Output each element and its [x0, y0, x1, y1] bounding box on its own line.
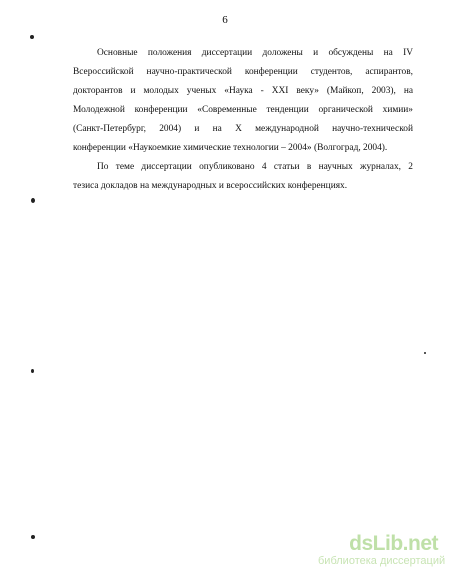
scan-speck [31, 535, 35, 539]
scan-speck [31, 198, 35, 203]
text-line: тезиса докладов на международных и всероссийских конференциях. [73, 181, 348, 191]
text-line: По теме диссертации опубликовано 4 статьи в научных журналах, 2 [97, 162, 413, 172]
text-line: (Санкт-Петербург, 2004) и на X международной научно-технической [73, 124, 413, 134]
scan-speck [424, 352, 426, 354]
text-line: Молодежной конференции «Современные тенденции органической химии» [73, 105, 413, 115]
text-line: докторантов и молодых ученых «Наука - XXI веку» (Майкоп, 2003), на [73, 86, 413, 96]
text-line: конференции «Наукоемкие химические технологии – 2004» (Волгоград, 2004). [73, 143, 388, 153]
scan-speck [31, 369, 34, 373]
watermark [318, 532, 446, 568]
scan-speck [30, 35, 34, 39]
text-line: Основные положения диссертации доложены и обсуждены на IV [97, 48, 413, 58]
paragraph-presentations [73, 44, 413, 158]
paragraph-publications [73, 158, 413, 196]
watermark-tagline: библиотека диссертаций [318, 555, 446, 567]
text-line: Всероссийской научно-практической конференции студентов, аспирантов, [73, 67, 413, 77]
page-number: 6 [222, 14, 228, 26]
watermark-logo: dsLib.net [349, 532, 438, 555]
body-text [73, 44, 413, 196]
